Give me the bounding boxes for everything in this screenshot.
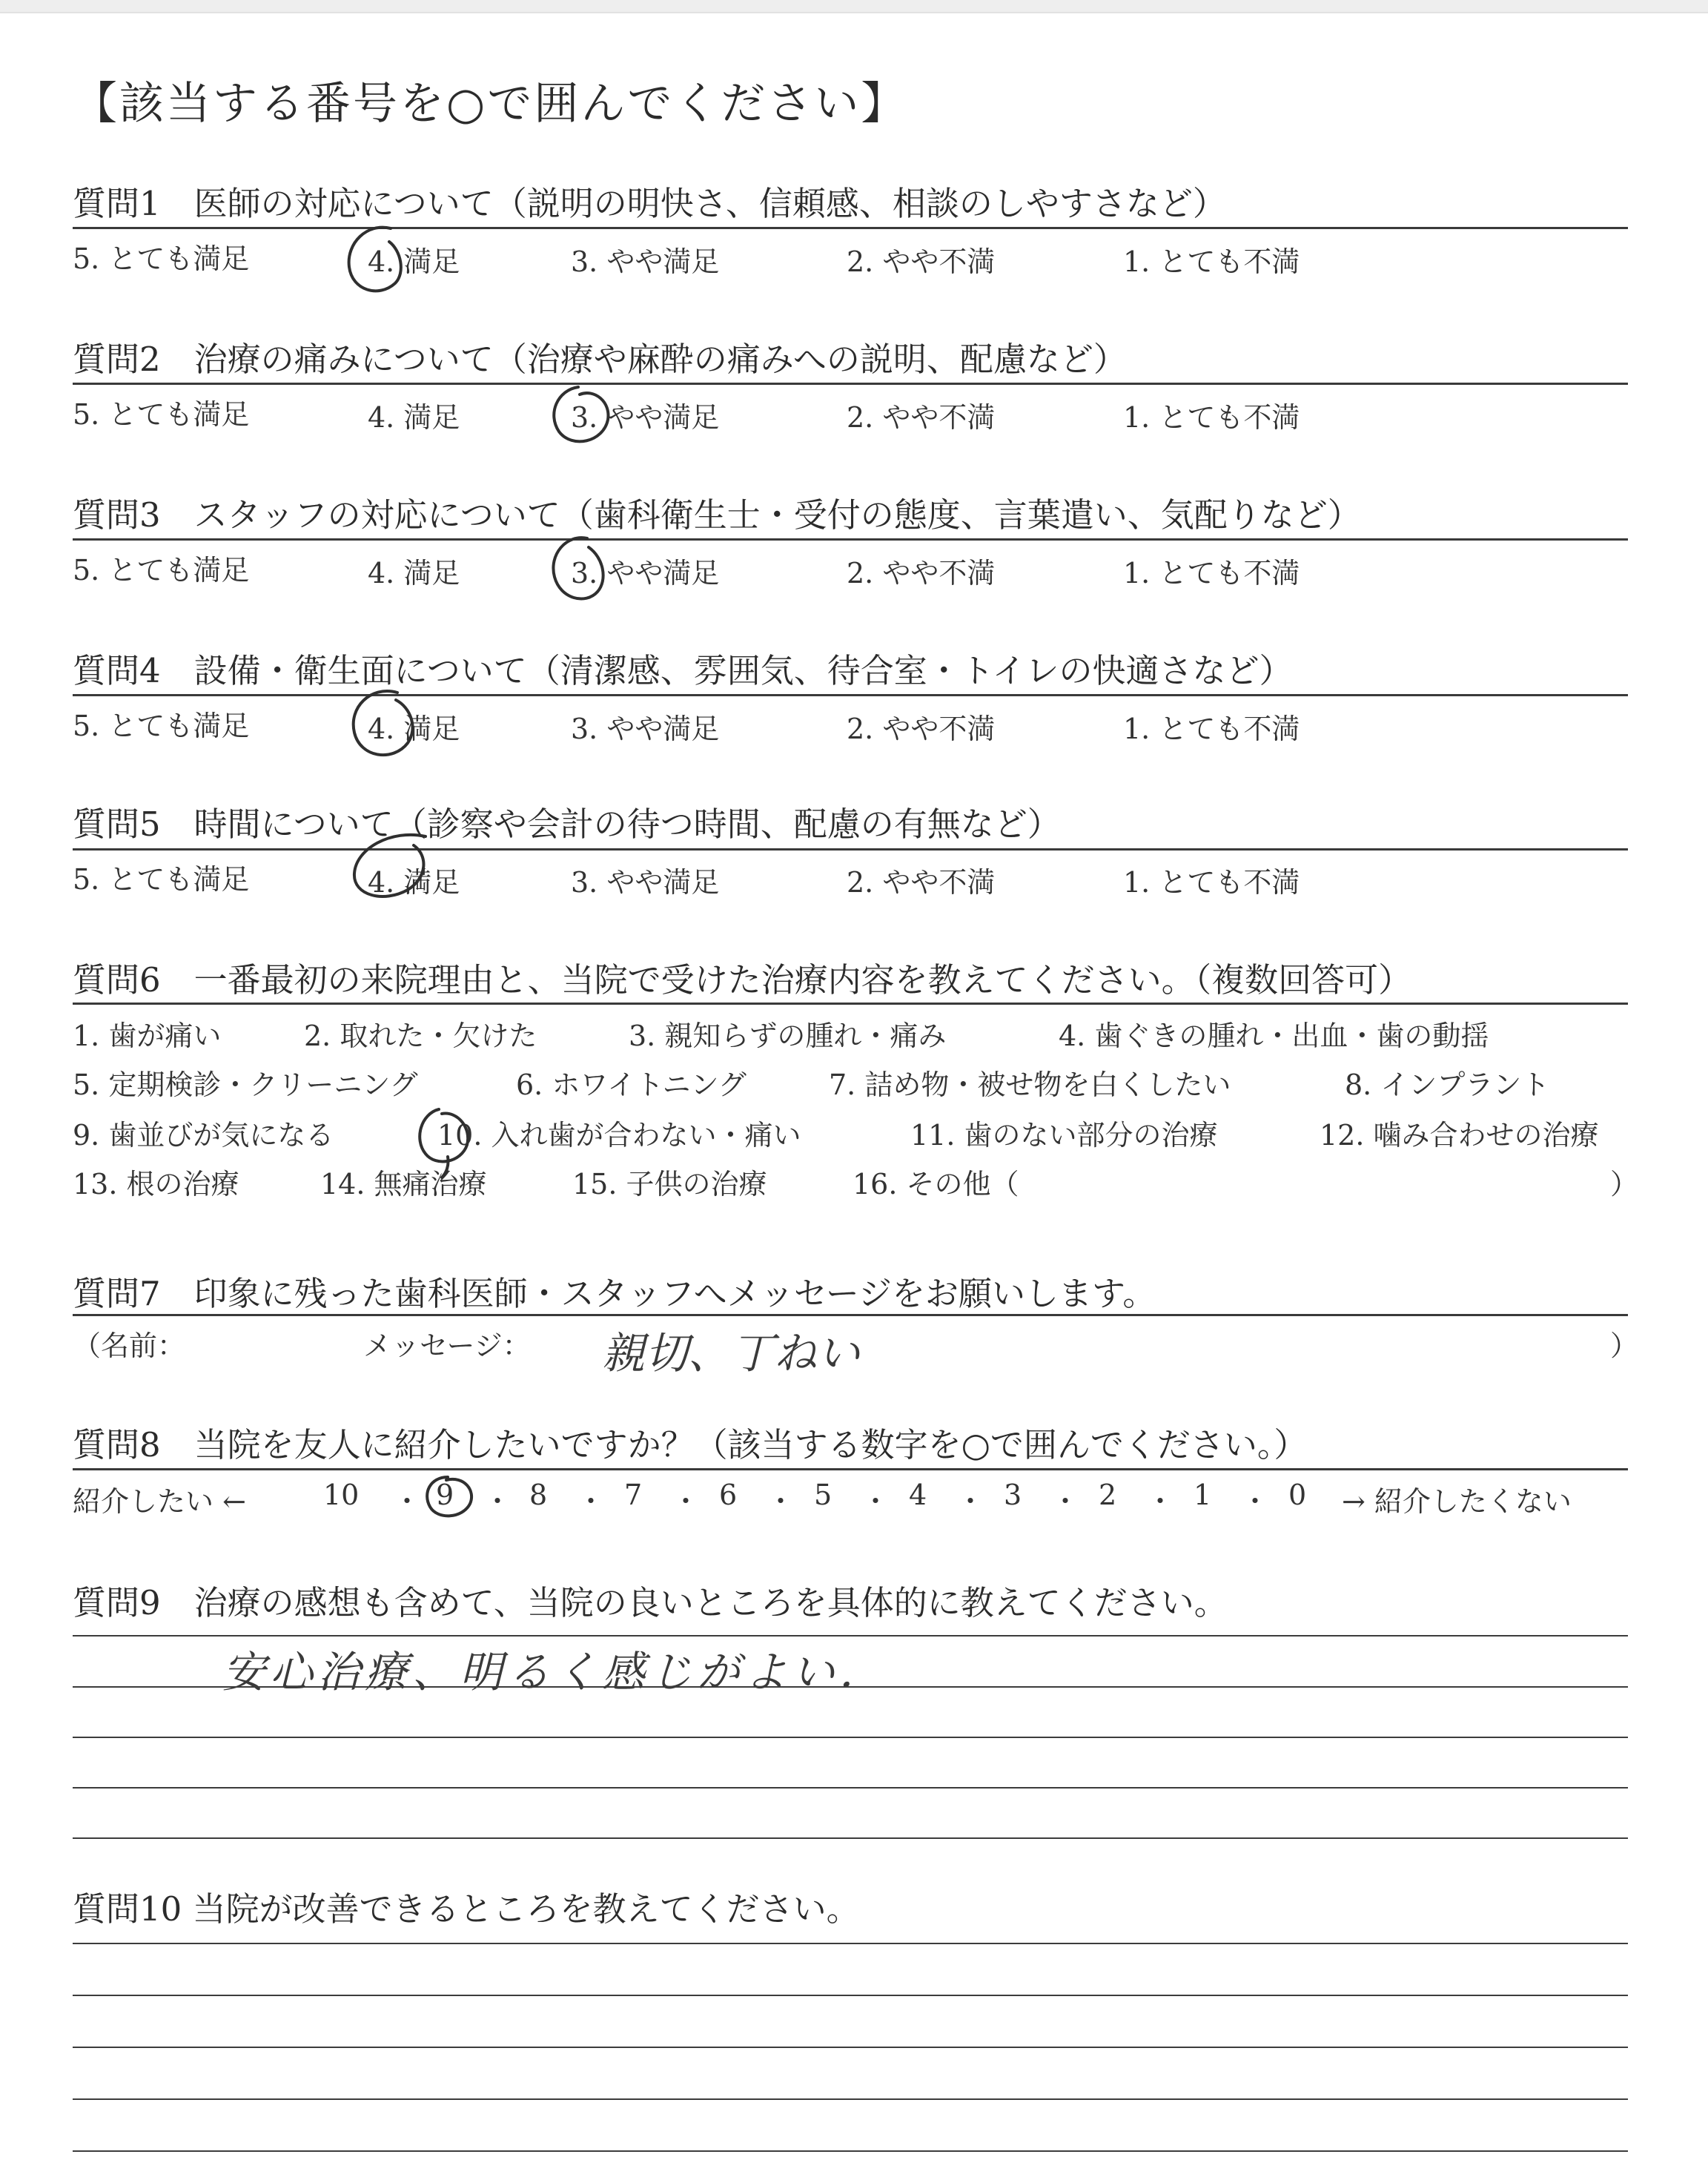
q10-answer-line <box>73 1943 1628 1944</box>
q2-option-1[interactable]: 1. とても不満 <box>1123 401 1300 434</box>
q2-option-2[interactable]: 2. やや不満 <box>847 401 996 434</box>
q6-item-7[interactable]: 7. 詰め物・被せ物を白くしたい <box>829 1069 1231 1101</box>
q9-answer-line <box>73 1635 1628 1636</box>
q3-selection-circle <box>541 528 623 617</box>
q3-option-1[interactable]: 1. とても不満 <box>1123 557 1300 589</box>
q4-option-3[interactable]: 3. やや満足 <box>571 713 720 745</box>
q10-answer-line <box>73 2150 1628 2152</box>
q5-selection-circle <box>340 822 458 911</box>
q6-item-12[interactable]: 12. 噛み合わせの治療 <box>1320 1119 1599 1152</box>
q5-option-1[interactable]: 1. とても不満 <box>1123 866 1300 899</box>
q8-selection-circle <box>420 1471 479 1525</box>
q4-option-5[interactable]: 5. とても満足 <box>73 710 250 742</box>
q6-item-10[interactable]: 10. 入れ歯が合わない・痛い <box>437 1119 801 1152</box>
q8-left-label: 紹介したい ← <box>73 1485 246 1518</box>
q6-item-14[interactable]: 14. 無痛治療 <box>320 1168 487 1200</box>
q3-option-2[interactable]: 2. やや不満 <box>847 557 996 589</box>
q6-item-2[interactable]: 2. 取れた・欠けた <box>304 1020 537 1052</box>
q7-name-label: （名前： <box>73 1330 186 1362</box>
q7-rule <box>73 1314 1628 1316</box>
q1-option-1[interactable]: 1. とても不満 <box>1123 245 1300 278</box>
q2-selection-circle <box>541 377 623 458</box>
q3-rule <box>73 538 1628 541</box>
q1-selection-circle <box>337 221 419 303</box>
q7-message-label: メッセージ： <box>363 1330 531 1362</box>
q10-title: 質問10 当院が改善できるところを教えてください。 <box>73 1889 860 1929</box>
q9-answer-line <box>73 1737 1628 1738</box>
q2-option-5[interactable]: 5. とても満足 <box>73 398 250 431</box>
q8-scale-9[interactable]: 9 <box>436 1479 454 1511</box>
q8-right-label: → 紹介したくない <box>1342 1485 1572 1518</box>
q1-option-5[interactable]: 5. とても満足 <box>73 242 250 275</box>
q8-scale-separator: ・ <box>577 1485 606 1518</box>
q1-option-3[interactable]: 3. やや満足 <box>571 245 720 278</box>
q9-answer-line <box>73 1787 1628 1789</box>
q8-scale-separator: ・ <box>1241 1485 1270 1518</box>
q2-option-3[interactable]: 3. やや満足 <box>571 401 720 434</box>
q8-scale-6[interactable]: 6 <box>719 1479 738 1511</box>
q8-scale-separator: ・ <box>956 1485 985 1518</box>
q6-item-6[interactable]: 6. ホワイトニング <box>516 1069 747 1101</box>
q3-option-3[interactable]: 3. やや満足 <box>571 557 720 589</box>
q3-title: 質問3 スタッフの対応について（歯科衛生士・受付の態度、言葉遣い、気配りなど） <box>73 495 1361 535</box>
q4-selection-circle <box>341 681 430 770</box>
q6-item-16[interactable]: 16. その他（ <box>853 1168 1019 1200</box>
q4-title: 質問4 設備・衛生面について（清潔感、雰囲気、待合室・トイレの快適さなど） <box>73 651 1293 690</box>
q4-option-4[interactable]: 4. 満足 <box>368 713 460 745</box>
q6-item-13[interactable]: 13. 根の治療 <box>73 1168 239 1200</box>
q8-scale-separator: ・ <box>1051 1485 1080 1518</box>
q8-scale-separator: ・ <box>672 1485 701 1518</box>
q1-rule <box>73 227 1628 229</box>
q10-answer-line <box>73 2047 1628 2048</box>
q9-title: 質問9 治療の感想も含めて、当院の良いところを具体的に教えてください。 <box>73 1583 1228 1622</box>
q5-rule <box>73 848 1628 851</box>
q5-option-3[interactable]: 3. やや満足 <box>571 866 720 899</box>
q9-answer-line <box>73 1837 1628 1839</box>
q7-close-paren: ） <box>1610 1330 1639 1362</box>
q2-rule <box>73 383 1628 385</box>
q8-scale-4[interactable]: 4 <box>909 1479 927 1511</box>
form-header: 【該当する番号を○で囲んでください】 <box>73 78 908 130</box>
q8-scale-separator: ・ <box>767 1485 795 1518</box>
q5-option-4[interactable]: 4. 満足 <box>368 866 460 899</box>
q6-other-close-paren: ） <box>1610 1168 1639 1200</box>
q8-scale-7[interactable]: 7 <box>624 1479 643 1511</box>
q8-scale-8[interactable]: 8 <box>529 1479 548 1511</box>
q5-option-5[interactable]: 5. とても満足 <box>73 863 250 896</box>
q8-title: 質問8 当院を友人に紹介したいですか？（該当する数字を○で囲んでください。） <box>73 1425 1308 1464</box>
q8-scale-10[interactable]: 10 <box>323 1479 360 1511</box>
q6-rule <box>73 1003 1628 1005</box>
q5-title: 質問5 時間について（診察や会計の待つ時間、配慮の有無など） <box>73 805 1061 844</box>
q8-scale-separator: ・ <box>483 1485 512 1518</box>
q6-item-8[interactable]: 8. インプラント <box>1345 1069 1550 1101</box>
q7-message-handwritten: 親切、丁ねい <box>602 1328 861 1378</box>
q4-rule <box>73 694 1628 696</box>
q6-item-5[interactable]: 5. 定期検診・クリーニング <box>73 1069 418 1101</box>
q8-scale-3[interactable]: 3 <box>1004 1479 1022 1511</box>
q6-item-11[interactable]: 11. 歯のない部分の治療 <box>910 1119 1218 1152</box>
q10-answer-line <box>73 1995 1628 1996</box>
q6-selection-circle <box>409 1099 476 1180</box>
q10-answer-line <box>73 2098 1628 2100</box>
q6-title: 質問6 一番最初の来院理由と、当院で受けた治療内容を教えてください。（複数回答可） <box>73 960 1412 1000</box>
q1-title: 質問1 医師の対応について（説明の明快さ、信頼感、相談のしやすさなど） <box>73 184 1226 223</box>
q8-rule <box>73 1468 1628 1470</box>
q6-item-4[interactable]: 4. 歯ぐきの腫れ・出血・歯の動揺 <box>1059 1020 1489 1052</box>
q6-item-3[interactable]: 3. 親知らずの腫れ・痛み <box>629 1020 947 1052</box>
q3-option-5[interactable]: 5. とても満足 <box>73 554 250 587</box>
scan-top-edge <box>0 0 1708 13</box>
q1-option-4[interactable]: 4. 満足 <box>368 245 460 278</box>
q8-scale-1[interactable]: 1 <box>1194 1479 1212 1511</box>
q4-option-2[interactable]: 2. やや不満 <box>847 713 996 745</box>
q2-title: 質問2 治療の痛みについて（治療や麻酔の痛みへの説明、配慮など） <box>73 340 1127 379</box>
q8-scale-separator: ・ <box>861 1485 890 1518</box>
q6-item-9[interactable]: 9. 歯並びが気になる <box>73 1119 334 1152</box>
q8-scale-separator: ・ <box>393 1485 422 1518</box>
q1-option-2[interactable]: 2. やや不満 <box>847 245 996 278</box>
q4-option-1[interactable]: 1. とても不満 <box>1123 713 1300 745</box>
q6-item-15[interactable]: 15. 子供の治療 <box>572 1168 767 1200</box>
q8-scale-2[interactable]: 2 <box>1099 1479 1117 1511</box>
q8-scale-0[interactable]: 0 <box>1288 1479 1307 1511</box>
q5-option-2[interactable]: 2. やや不満 <box>847 866 996 899</box>
q8-scale-separator: ・ <box>1146 1485 1175 1518</box>
q6-item-1[interactable]: 1. 歯が痛い <box>73 1020 222 1052</box>
q9-answer-handwritten: 安心治療、明るく感じがよい． <box>222 1647 887 1697</box>
q3-option-4[interactable]: 4. 満足 <box>368 557 460 589</box>
q2-option-4[interactable]: 4. 満足 <box>368 401 460 434</box>
q7-title: 質問7 印象に残った歯科医師・スタッフへメッセージをお願いします。 <box>73 1274 1156 1313</box>
q9-answer-line <box>73 1686 1628 1688</box>
q8-scale-5[interactable]: 5 <box>814 1479 833 1511</box>
